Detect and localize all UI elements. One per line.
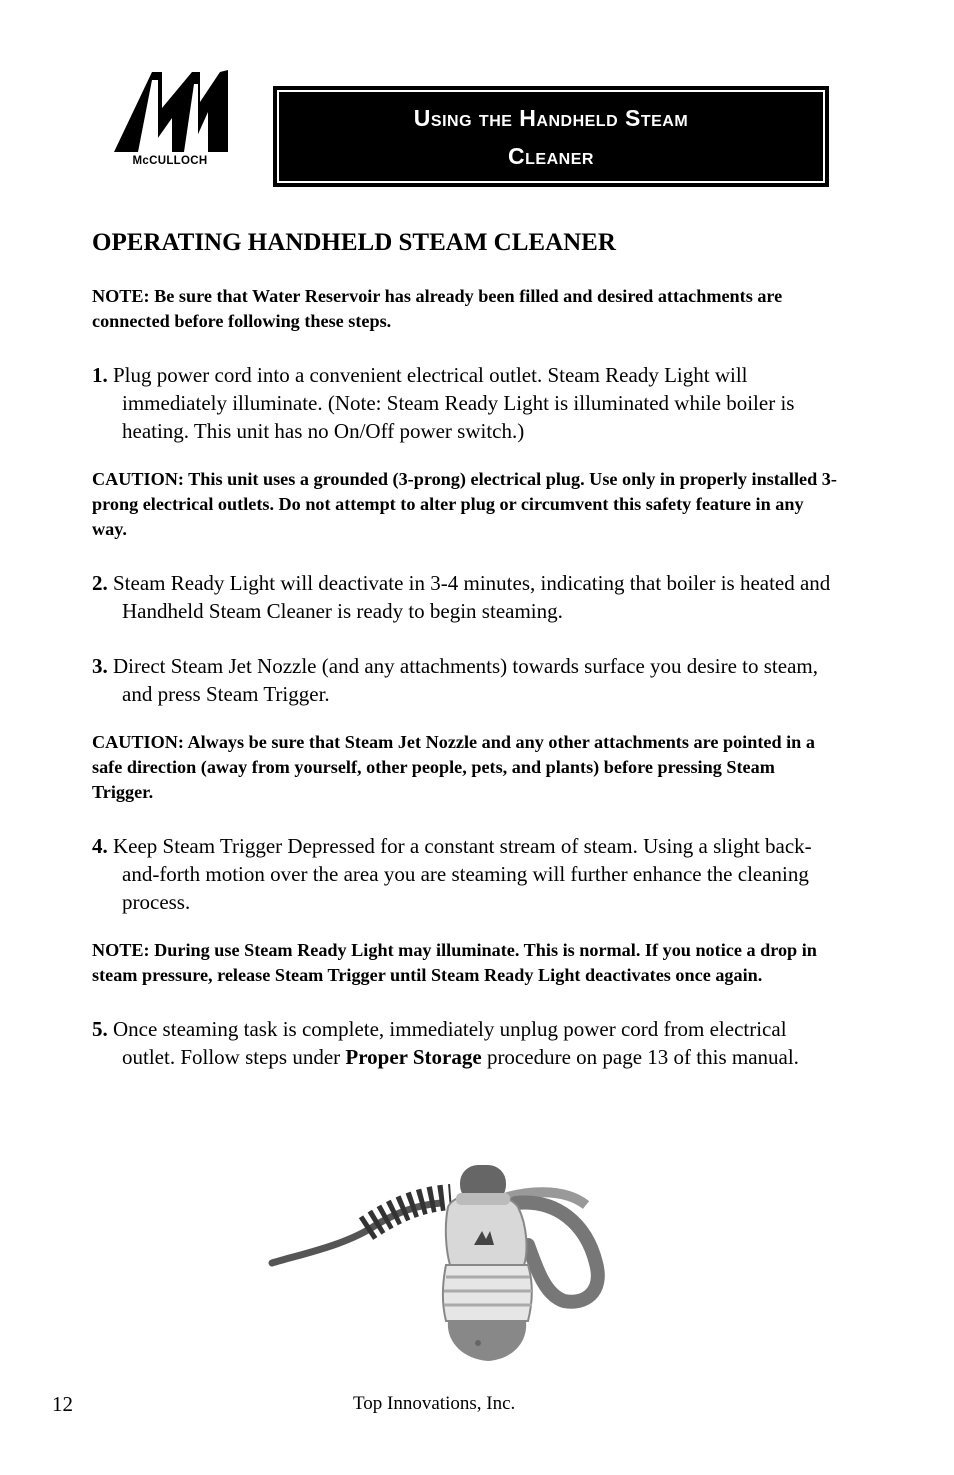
page-title-line-2: Cleaner — [508, 142, 594, 169]
footer-company: Top Innovations, Inc. — [353, 1393, 516, 1414]
steam-cleaner-illustration — [266, 1153, 614, 1367]
page-title-line-1: Using the Handheld Steam — [413, 104, 689, 131]
step-4-number: 4. — [92, 834, 108, 858]
section-heading: OPERATING HANDHELD STEAM CLEANER — [92, 229, 616, 256]
caution-plug: CAUTION: This unit uses a grounded (3-prong) electrical plug. Use only in properly installed 3-prong electrical outlets. Do not attempt to alter plug or circumvent this safety feature in any way. — [92, 469, 837, 539]
step-1-text: Plug power cord into a convenient electrical outlet. Steam Ready Light will immediately illuminate. (Note: Steam Ready Light is illuminated while boiler is heating. This unit has no On/Off power switch.) — [107, 363, 795, 443]
note-pressure: NOTE: During use Steam Ready Light may illuminate. This is normal. If you notice a drop in steam pressure, release Steam Trigger until Steam Ready Light deactivates once again. — [92, 940, 817, 985]
step-1 — [92, 361, 840, 445]
step-2 — [92, 569, 840, 625]
step-4-text: Keep Steam Trigger Depressed for a constant stream of steam. Using a slight back-and-forth motion over the area you are steaming will further enhance the cleaning process. — [107, 834, 812, 914]
step-5-number: 5. — [92, 1017, 108, 1041]
step-3-text: Direct Steam Jet Nozzle (and any attachments) towards surface you desire to steam, and press Steam Trigger. — [107, 654, 818, 706]
note-reservoir: NOTE: Be sure that Water Reservoir has already been filled and desired attachments are connected before following these steps. — [92, 286, 783, 331]
step-5 — [92, 1015, 840, 1071]
mcculloch-logo-mark-icon — [108, 66, 232, 156]
mcculloch-logo — [108, 66, 232, 172]
proper-storage-reference: Proper Storage — [345, 1045, 482, 1069]
logo-wordmark: McCULLOCH — [132, 155, 208, 167]
step-5-text-b: procedure on page 13 of this manual. — [481, 1045, 799, 1069]
step-1-number: 1. — [92, 363, 108, 387]
page-title-box — [273, 86, 829, 187]
step-2-text: Steam Ready Light will deactivate in 3-4 minutes, indicating that boiler is heated and Handheld Steam Cleaner is ready to begin steaming. — [107, 571, 831, 623]
step-2-number: 2. — [92, 571, 108, 595]
main-content — [92, 226, 840, 1071]
step-5-text-a: Once steaming task is complete, immediately unplug power cord from electrical outlet. Follow steps under — [107, 1017, 787, 1069]
page-number: 12 — [52, 1392, 73, 1416]
page-title — [414, 99, 688, 175]
step-4 — [92, 832, 840, 916]
caution-direction: CAUTION: Always be sure that Steam Jet Nozzle and any other attachments are pointed in a safe direction (away from yourself, other people, pets, and plants) before pressing Steam Trigger. — [92, 732, 815, 802]
step-3-number: 3. — [92, 654, 108, 678]
step-3 — [92, 652, 840, 708]
